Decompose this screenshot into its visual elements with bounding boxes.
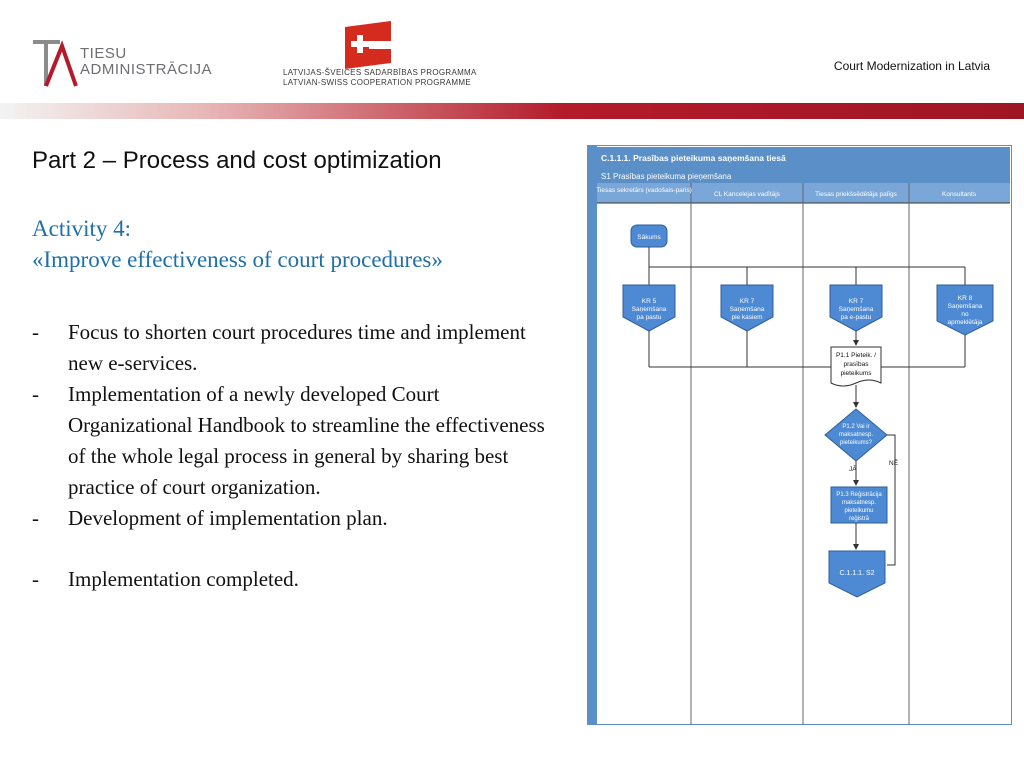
swiss-programme-text [283,68,477,88]
start-label: Sākums [637,234,661,241]
p1-1-line-2: prasības [843,361,869,368]
logo-line-1: TIESU [80,45,127,62]
bullet-item [32,564,552,595]
no-label: NĒ [889,460,899,467]
kr-4-line-2: Saņemšana [947,303,983,310]
yes-label: JĀ [849,466,857,473]
swiss-line-1: LATVIJAS-ŠVEICES SADARBĪBAS PROGRAMMA [283,68,477,77]
tiesu-administracija-logo [30,30,78,88]
activity-heading [32,213,443,275]
p1-2-line-1: P1.2 Vai ir [842,424,870,430]
kr-3-line-3: pa e-pastu [840,314,872,321]
p1-3-line-4: reģistrā [848,516,870,522]
kr-4-line-4: apmeklētāja [947,319,983,326]
activity-name: «Improve effectiveness of court procedures» [32,247,443,272]
bullet-marker: - [32,506,39,530]
kr-3-line-2: Saņemšana [838,306,874,313]
end-label: C.1.1.1. S2 [839,570,875,577]
p1-1-document-node [831,347,881,386]
lane-4-label: Konsultants [942,191,976,198]
bullet-text: Implementation completed. [68,567,299,591]
activity-number: Activity 4: [32,216,132,241]
diagram-subtitle: S1 Prasības pieteikuma pieņemšana [601,172,732,181]
section-title: Part 2 – Process and cost optimization [32,147,442,174]
kr-1-line-3: pa pastu [636,314,662,321]
p1-1-line-1: P1.1 Pieteik. / [835,352,877,359]
header-title: Court Modernization in Latvia [833,59,990,73]
logo-line-2: ADMINISTRĀCIJA [80,61,213,78]
kr-4-line-3: no [961,311,969,318]
lane-2-label: CL Kancelejas vadītājs [714,191,780,198]
swiss-cooperation-flag-icon [341,19,395,71]
kr-1-line-2: Saņemšana [631,306,667,313]
kr-2-line-3: pie kasiem [731,314,763,321]
kr-1-line-1: KR 5 [641,298,657,305]
bullet-text: Implementation of a newly developed Court Organizational Handbook to streamline the effectiveness of the whole legal process in general by sharing best practice of court organization. [68,382,545,499]
p1-1-line-3: pieteikums [840,370,872,377]
kr-3-line-1: KR 7 [848,298,864,305]
bullet-item [32,379,552,503]
bullet-marker: - [32,382,39,406]
bullet-text: Development of implementation plan. [68,506,388,530]
bullet-item [32,317,552,379]
p1-3-line-3: pieteikumu [844,508,874,514]
bullet-marker: - [32,567,39,591]
bullet-text: Focus to shorten court procedures time and implement new e-services. [68,320,526,375]
bullet-list [32,317,552,595]
diagram-title: C.1.1.1. Prasības pieteikuma saņemšana tiesā [601,153,786,163]
p1-2-line-3: pieteikums? [839,440,873,446]
kr-2-line-1: KR 7 [739,298,755,305]
swiss-line-2: LATVIAN-SWISS COOPERATION PROGRAMME [283,78,471,87]
lane-3-label: Tiesas priekšsēdētāja palīgs [815,191,897,198]
bullet-item [32,503,552,534]
p1-2-line-2: maksatnesp. [838,432,874,438]
kr-4-line-1: KR 8 [957,295,973,302]
lane-1-label: Tiesas sekretārs (vadošais-paris) [596,187,692,194]
p1-3-line-1: P1.3 Reģistrācija [836,492,882,498]
tiesu-administracija-wordmark [80,46,212,78]
p1-3-line-2: maksatnesp. [841,500,877,506]
bullet-marker: - [32,320,39,344]
diagram-left-bar [587,145,597,725]
header-gradient-bar [0,103,1024,119]
p1-3-process-node [831,487,887,523]
kr-2-line-2: Saņemšana [729,306,765,313]
process-flow-diagram [587,145,1012,725]
